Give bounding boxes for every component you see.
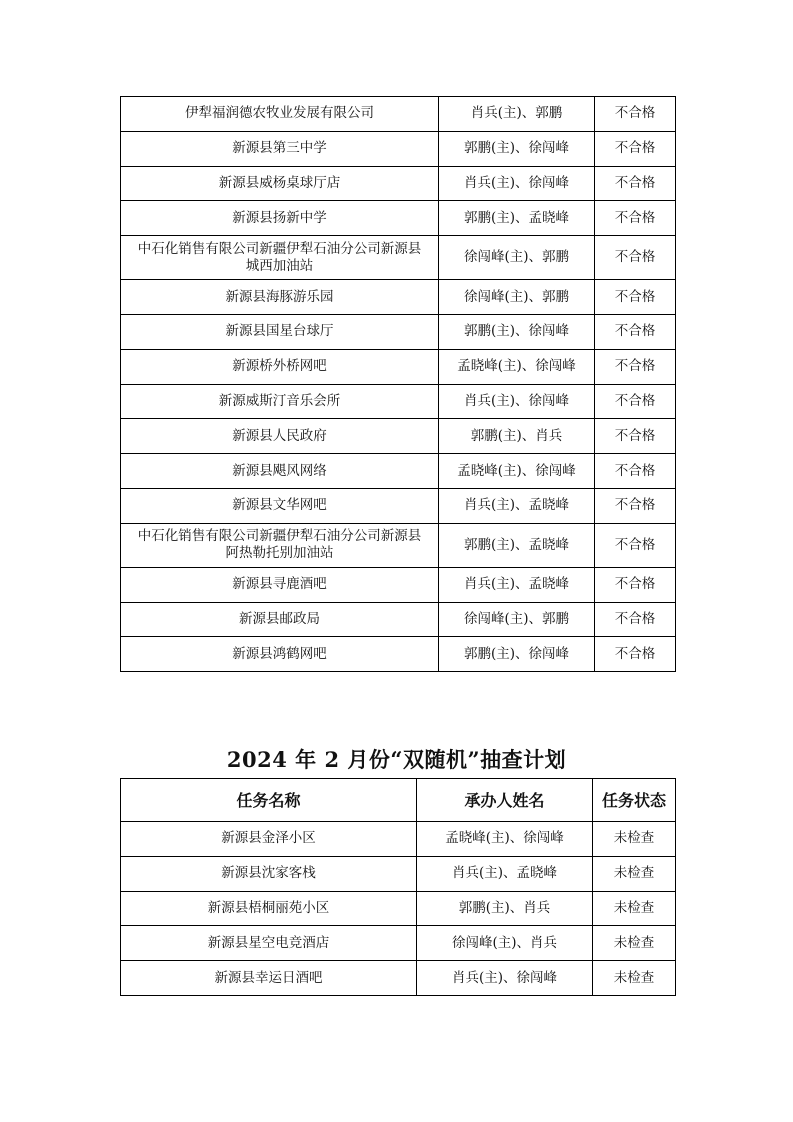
task-name-cell: 新源县扬新中学 [121,201,439,236]
task-name-cell: 新源桥外桥网吧 [121,349,439,384]
task-name-cell: 新源县沈家客栈 [121,856,417,891]
table-row [121,488,676,523]
table-row [121,856,676,891]
status-cell: 未检查 [593,822,676,857]
result-cell: 不合格 [595,384,676,419]
task-name-cell: 新源县邮政局 [121,602,439,637]
inspectors-cell: 孟晓峰(主)、徐闯峰 [417,822,593,857]
table-row [121,602,676,637]
inspection-results-table [120,96,676,672]
inspectors-cell: 郭鹏(主)、孟晓峰 [439,523,595,567]
task-name-cell: 伊犁福润德农牧业发展有限公司 [121,97,439,132]
inspectors-cell: 郭鹏(主)、徐闯峰 [439,637,595,672]
result-cell: 不合格 [595,602,676,637]
task-name-cell [121,236,439,280]
inspectors-cell: 郭鹏(主)、徐闯峰 [439,314,595,349]
result-cell: 不合格 [595,567,676,602]
header-status: 任务状态 [593,779,676,822]
task-name-cell: 新源县梧桐丽苑小区 [121,891,417,926]
plan-title: 2024 年 2 月份“双随机”抽查计划 [226,747,567,772]
result-cell: 不合格 [595,280,676,315]
header-person: 承办人姓名 [417,779,593,822]
inspectors-cell: 肖兵(主)、孟晓峰 [417,856,593,891]
table-row [121,384,676,419]
task-name-cell: 新源县海豚游乐园 [121,280,439,315]
result-cell: 不合格 [595,131,676,166]
table-row [121,201,676,236]
table-row [121,419,676,454]
table-row [121,280,676,315]
table-row [121,236,676,280]
table-row [121,349,676,384]
task-name-line-2: 阿热勒托别加油站 [225,545,334,562]
task-name-line-1: 中石化销售有限公司新疆伊犁石油分公司新源县 [137,240,422,257]
table-row [121,822,676,857]
result-cell: 不合格 [595,201,676,236]
result-cell: 不合格 [595,97,676,132]
task-name-line-2: 城西加油站 [245,257,314,274]
inspectors-cell: 徐闯峰(主)、肖兵 [417,926,593,961]
inspectors-cell: 肖兵(主)、徐闯峰 [439,384,595,419]
task-name-cell: 新源县金泽小区 [121,822,417,857]
table-row [121,961,676,996]
status-cell: 未检查 [593,961,676,996]
table-row [121,926,676,961]
task-name-cell: 新源县寻鹿酒吧 [121,567,439,602]
result-cell: 不合格 [595,166,676,201]
task-name-line-1: 中石化销售有限公司新疆伊犁石油分公司新源县 [137,528,422,545]
table-row [121,314,676,349]
result-cell: 不合格 [595,419,676,454]
table-row [121,454,676,489]
status-cell: 未检查 [593,856,676,891]
task-name-cell: 新源县幸运日酒吧 [121,961,417,996]
inspectors-cell: 徐闯峰(主)、郭鹏 [439,236,595,280]
result-cell: 不合格 [595,637,676,672]
table-row [121,891,676,926]
table-row [121,166,676,201]
table-row [121,567,676,602]
result-cell: 不合格 [595,236,676,280]
table-row [121,131,676,166]
task-name-cell [121,523,439,567]
result-cell: 不合格 [595,314,676,349]
task-name-cell: 新源威斯汀音乐会所 [121,384,439,419]
table-row [121,523,676,567]
status-cell: 未检查 [593,926,676,961]
inspectors-cell: 郭鹏(主)、徐闯峰 [439,131,595,166]
inspectors-cell: 徐闯峰(主)、郭鹏 [439,280,595,315]
task-name-cell: 新源县国星台球厅 [121,314,439,349]
inspectors-cell: 孟晓峰(主)、徐闯峰 [439,349,595,384]
header-task-name: 任务名称 [121,779,417,822]
task-name-cell: 新源县星空电竞酒店 [121,926,417,961]
task-name-cell: 新源县飓风网络 [121,454,439,489]
inspection-plan-table [120,778,676,996]
inspectors-cell: 肖兵(主)、郭鹏 [439,97,595,132]
inspectors-cell: 肖兵(主)、孟晓峰 [439,488,595,523]
table-row [121,637,676,672]
inspectors-cell: 肖兵(主)、徐闯峰 [417,961,593,996]
result-cell: 不合格 [595,454,676,489]
task-name-cell: 新源县第三中学 [121,131,439,166]
task-name-cell: 新源县鸿鹤网吧 [121,637,439,672]
status-cell: 未检查 [593,891,676,926]
inspectors-cell: 肖兵(主)、孟晓峰 [439,567,595,602]
table-row [121,97,676,132]
inspectors-cell: 郭鹏(主)、孟晓峰 [439,201,595,236]
task-name-cell: 新源县人民政府 [121,419,439,454]
table-header-row [121,779,676,822]
inspectors-cell: 肖兵(主)、徐闯峰 [439,166,595,201]
task-name-cell: 新源县威杨桌球厅店 [121,166,439,201]
inspectors-cell: 郭鹏(主)、肖兵 [439,419,595,454]
inspectors-cell: 郭鹏(主)、肖兵 [417,891,593,926]
task-name-cell: 新源县文华网吧 [121,488,439,523]
result-cell: 不合格 [595,523,676,567]
inspectors-cell: 徐闯峰(主)、郭鹏 [439,602,595,637]
result-cell: 不合格 [595,349,676,384]
result-cell: 不合格 [595,488,676,523]
inspectors-cell: 孟晓峰(主)、徐闯峰 [439,454,595,489]
